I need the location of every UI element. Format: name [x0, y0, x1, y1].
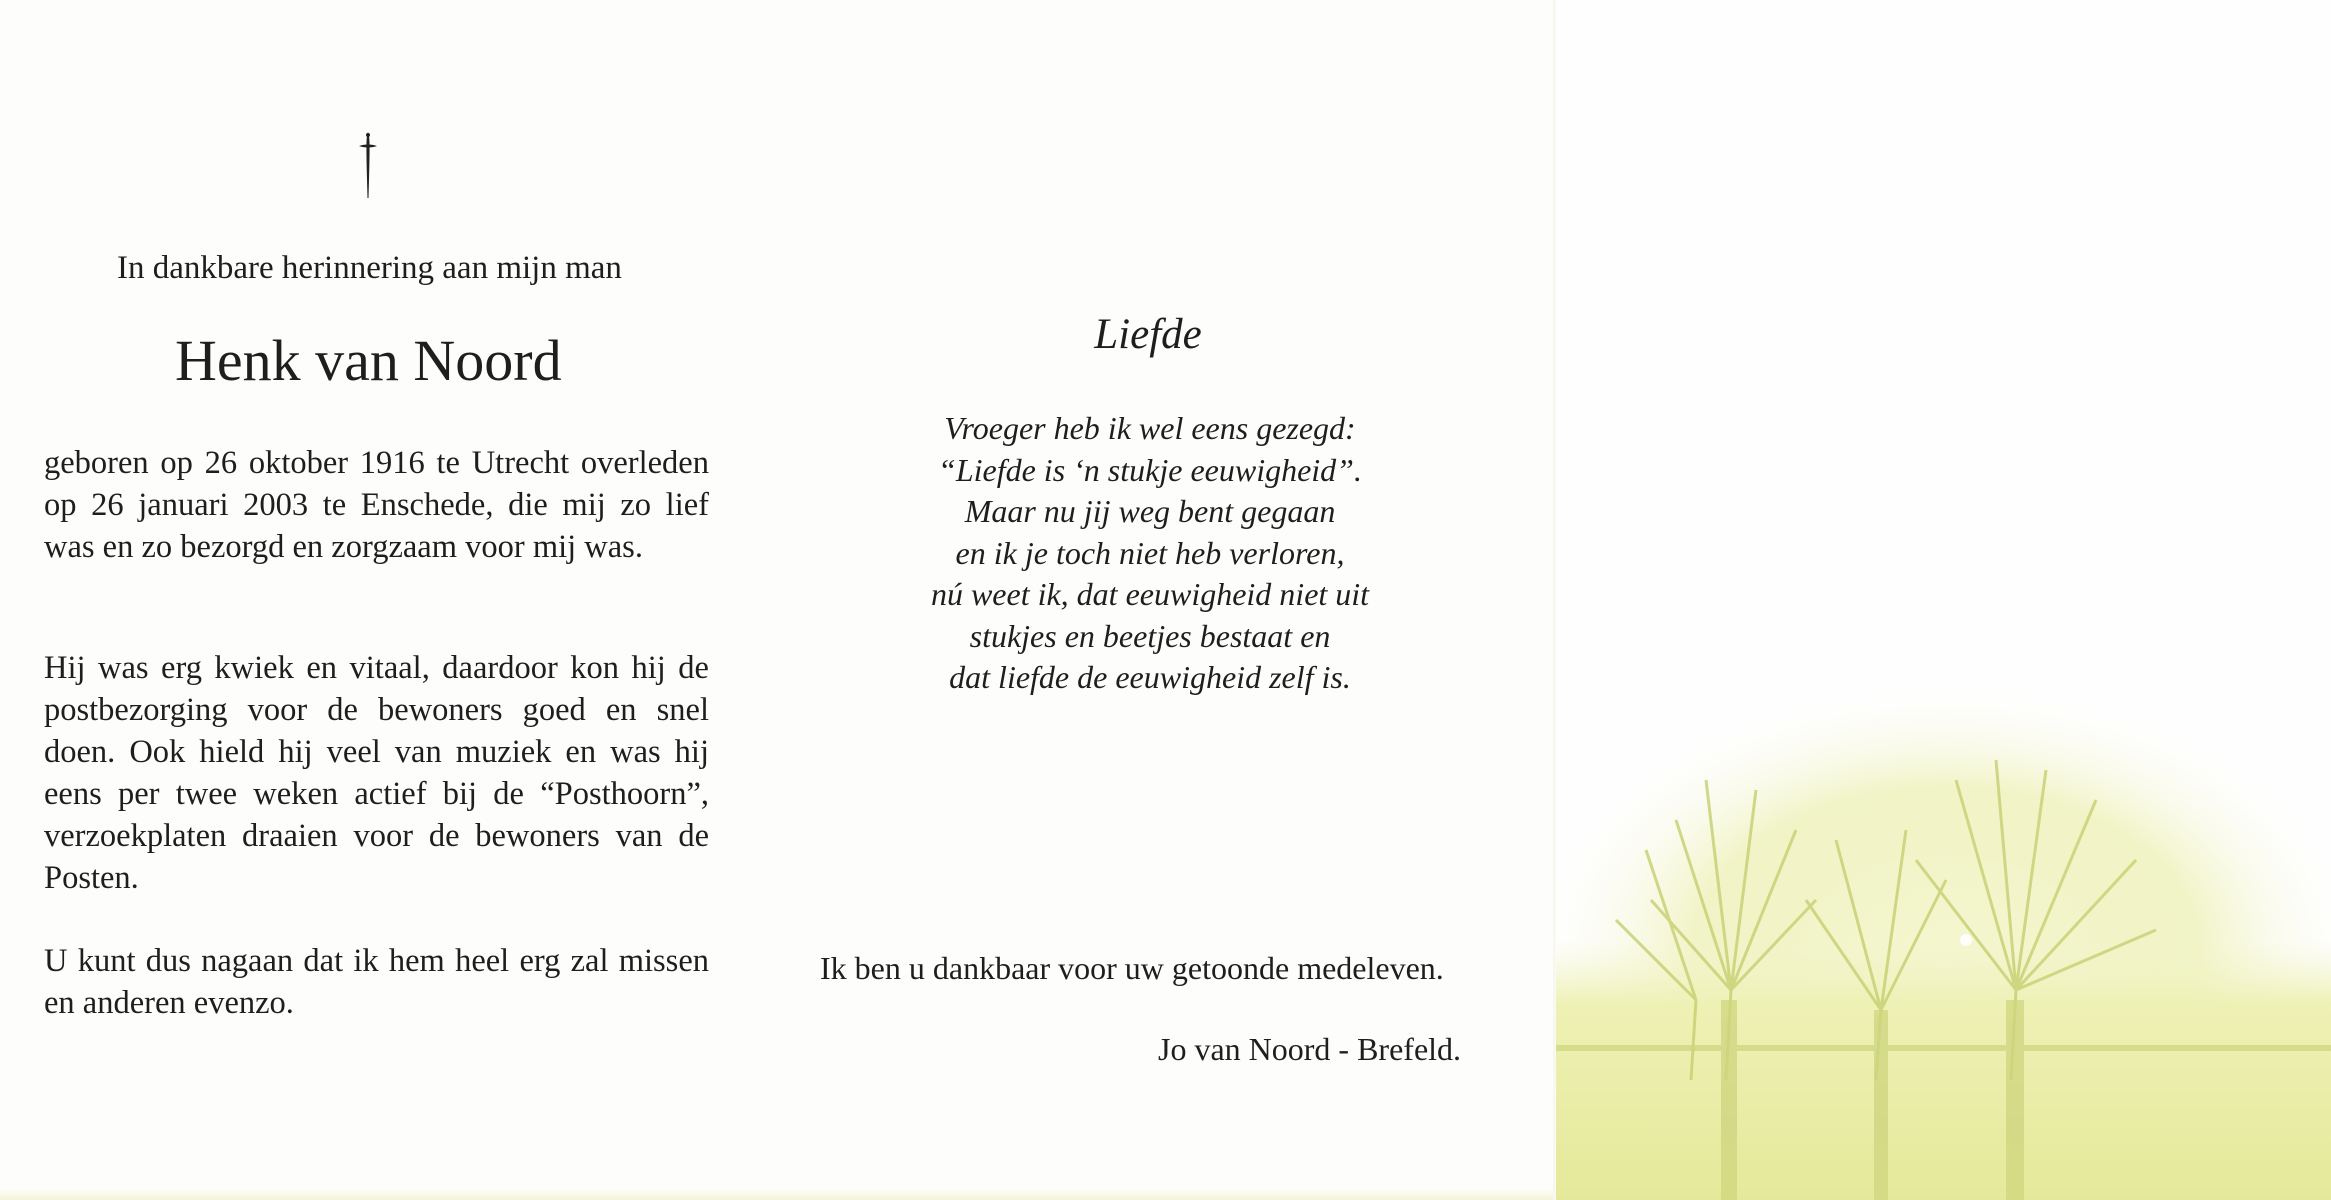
card-inner-right-page: [1556, 0, 2331, 1200]
bio-paragraph-life: Hij was erg kwiek en vitaal, daardoor kon hij de postbezorging voor de bewoners goed en snel doen. Ook hield hij veel van muziek en was hij eens per twee weken actief bij de “Posthoorn”, verzoekplaten draaien voor de bewoners van de Posten.: [44, 650, 709, 896]
poem-line: nú weet ik, dat eeuwigheid niet uit: [930, 576, 1370, 612]
intro-text: In dankbare herinnering aan mijn man: [117, 250, 622, 286]
poem-line: “Liefde is ‘n stukje eeuwigheid”.: [938, 451, 1362, 488]
cross-icon: [356, 130, 380, 200]
willow-landscape-image: [1556, 0, 2331, 1200]
poem: [890, 408, 1410, 699]
poem-line: stukjes en beetjes bestaat en: [969, 617, 1331, 654]
poem-line: Maar nu jij weg bent gegaan: [964, 493, 1336, 529]
bio-paragraph-birth-death: geboren op 26 oktober 1916 te Utrecht overleden op 26 januari 2003 te Enschede, die mij zo lief was en zo bezorgd en zorgzaam voor mij was.: [44, 445, 709, 565]
poem-line: dat liefde de eeuwigheid zelf is.: [949, 659, 1351, 695]
deceased-name: Henk van Noord: [175, 328, 562, 393]
bio-paragraph-missing: U kunt dus nagaan dat ik hem heel erg zal missen en anderen evenzo.: [44, 943, 709, 1021]
poem-line: Vroeger heb ik wel eens gezegd:: [944, 410, 1356, 446]
signature: Jo van Noord - Brefeld.: [1158, 1031, 1462, 1067]
thanks-text: Ik ben u dankbaar voor uw getoonde medeleven.: [820, 950, 1444, 986]
poem-title: Liefde: [1094, 311, 1202, 358]
poem-line: en ik je toch niet heb verloren,: [955, 534, 1345, 571]
card-bottom-edge: [0, 1190, 1555, 1200]
